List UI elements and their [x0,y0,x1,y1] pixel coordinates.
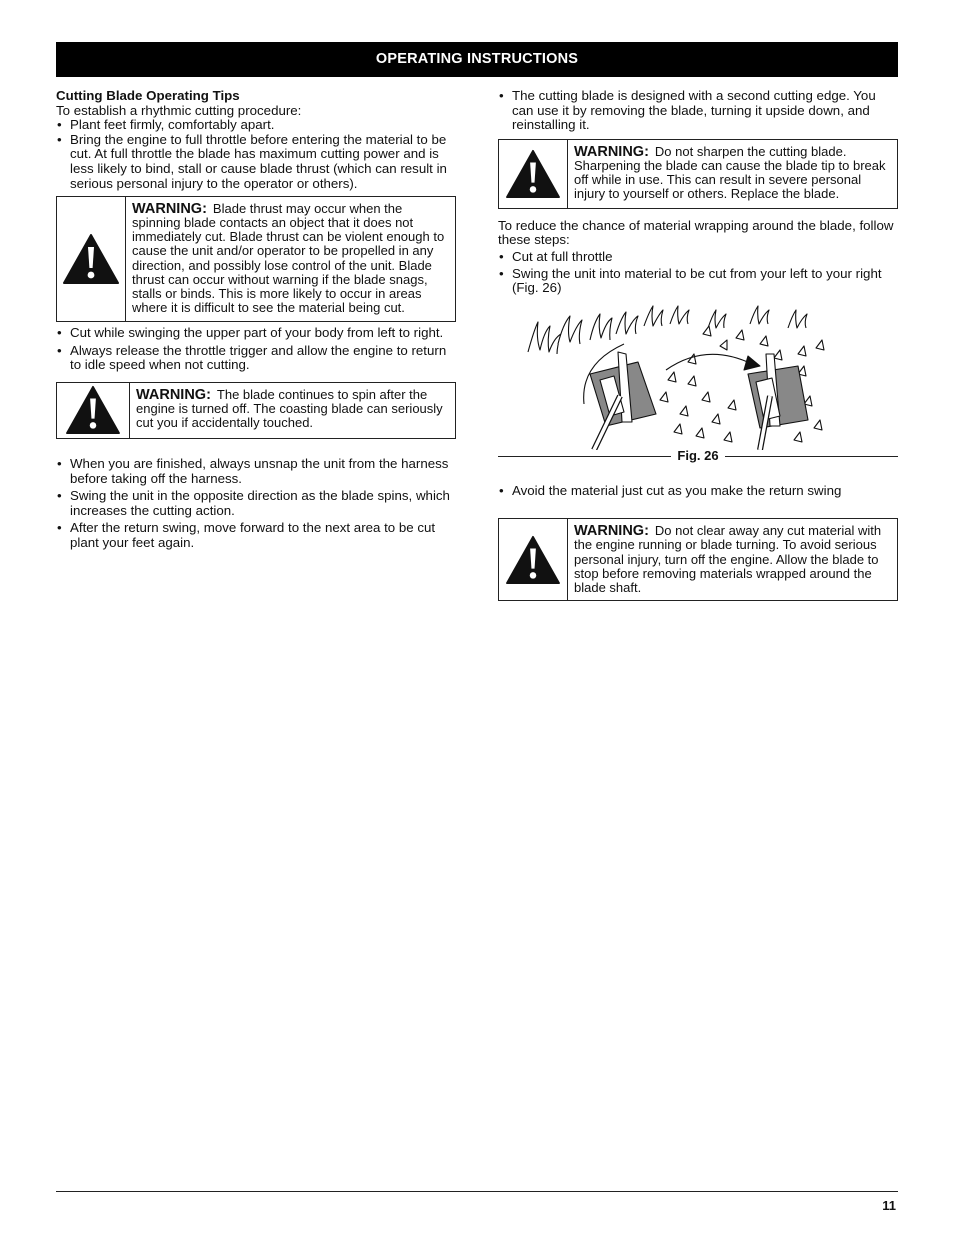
warning-text-cell [126,197,455,321]
left-column [56,89,456,551]
list-item: • Bring the engine to full throttle before entering the material to be cut. At full throttle the blade has maximum cutting power and is less likely to bind, stall or cause blade thrust (which can result in serious personal injury to the operator or others). [56,133,456,191]
header-title: OPERATING INSTRUCTIONS [375,51,579,68]
warning-label: WARNING: [574,523,649,540]
warning-triangle-icon [504,149,562,199]
warning-triangle-icon [64,385,122,435]
warning-text-cell [130,383,455,438]
list-item: • Always release the throttle trigger and allow the engine to return to idle speed when not cutting. [56,344,456,373]
warning-triangle-icon [504,535,562,585]
bullet-list-a [498,89,898,133]
footer-rule [56,1191,898,1192]
figure-caption-row [498,450,898,464]
warning-label: WARNING: [132,201,207,218]
caption-rule-right [725,456,898,457]
figure-illustration [498,304,898,450]
list-item: • Plant feet firmly, comfortably apart. [56,118,456,133]
warning-box-blade-thrust [56,196,456,322]
list-item: • The cutting blade is designed with a second cutting edge. You can use it by removing the blade, turning it upside down, and reinstalling it. [498,89,898,133]
cutting-swing-illustration [498,304,898,450]
bullet-list-c [56,457,456,551]
warning-triangle-icon [62,233,120,285]
warning-icon-cell [57,383,130,438]
right-column [498,89,898,601]
list-item: • After the return swing, move forward to the next area to be cut plant your feet again. [56,521,456,550]
bullet-list-a [56,118,456,191]
bullet-list-b [56,326,456,373]
warning-icon-cell [499,519,568,600]
intro-text: To establish a rhythmic cutting procedure: [56,102,302,118]
intro-text: To reduce the chance of material wrapping around the blade, follow these steps: [498,217,894,248]
warning-box-coasting-blade [56,382,456,439]
list-item: • Swing the unit into material to be cut from your left to your right (Fig. 26) [498,267,898,296]
figure-caption: Fig. 26 [677,448,719,464]
warning-label: WARNING: [574,143,649,160]
warning-box-sharpen [498,139,898,209]
list-item: • Cut at full throttle [498,250,898,265]
page-number: 11 [882,1198,896,1213]
warning-text: Do not clear away any cut material with the engine running or blade turning. To avoid serious personal injury, turn off the engine. Allow the blade to stop before removing materials wrapped around the blade shaft. [574,523,882,595]
bullet-list-b [498,250,898,296]
list-item: • Avoid the material just cut as you make the return swing [498,484,898,499]
warning-icon-cell [499,140,568,208]
list-item: • Cut while swinging the upper part of your body from left to right. [56,326,456,341]
section-header [56,42,898,77]
caption-rule-left [498,456,671,457]
bullet-list-c [498,484,898,499]
list-item: • Swing the unit in the opposite direction as the blade spins, which increases the cutting action. [56,489,456,518]
warning-text: Blade thrust may occur when the spinning blade contacts an object that it does not immediately cut. Blade thrust can be violent enough to cause the unit and/or operator to be propelled in any direction, and possibly lose control of the unit. Blade thrust can occur without warning if the blade snags, stalls or binds. This is more likely to occur in areas where it is difficult to see the material being cut. [132,201,445,315]
warning-icon-cell [57,197,126,321]
list-item: • When you are finished, always unsnap the unit from the harness before taking off the harness. [56,457,456,486]
section-title: Cutting Blade Operating Tips [56,88,240,103]
warning-text-cell [568,519,897,600]
warning-text: The blade continues to spin after the engine is turned off. The coasting blade can seriously cut you if accidentally touched. [136,386,443,431]
warning-text: Do not sharpen the cutting blade. Sharpening the blade can cause the blade tip to break off while in use. This can result in severe personal injury to yourself or others. Replace the blade. [574,143,886,202]
warning-box-clear-material [498,518,898,601]
warning-text-cell [568,140,897,208]
warning-label: WARNING: [136,386,211,403]
